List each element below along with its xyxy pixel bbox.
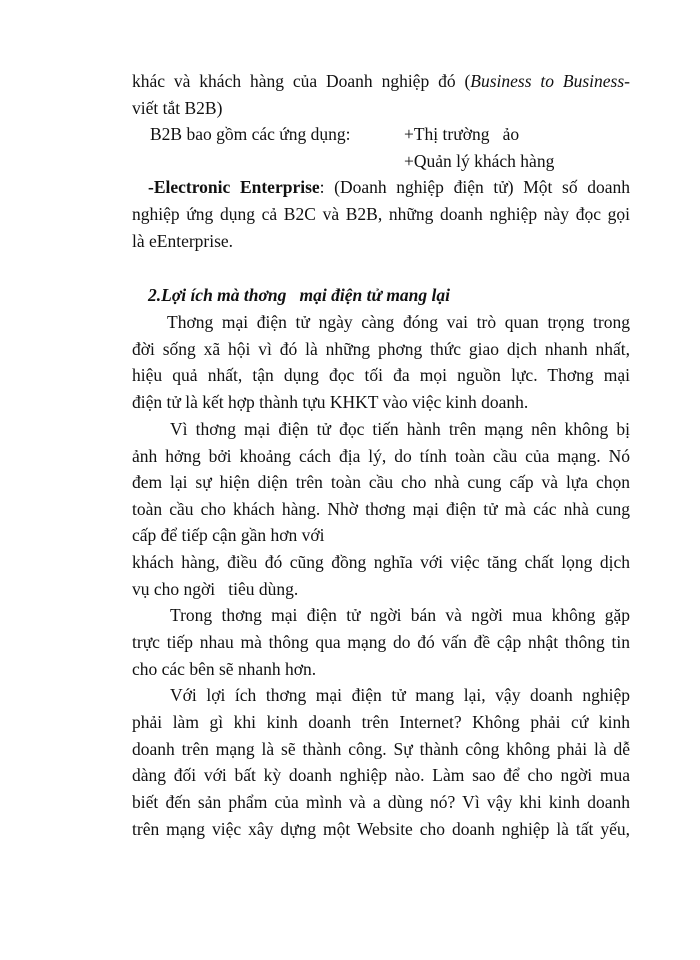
p3-line-2: trực tiếp nhau mà thông qua mạng do đó vấn đề cập nhật thông tin [132, 632, 630, 652]
p3-line-3: cho các bên sẽ nhanh hơn. [132, 659, 317, 679]
intro-line-1-end: - [624, 71, 630, 91]
intro-line-2: viết tắt B2B) [132, 98, 223, 118]
enterprise-term: -Electronic Enterprise [148, 177, 320, 197]
enterprise-line-3: là eEnterprise. [132, 231, 234, 251]
b2b-label: B2B bao gồm các ứng dụng: [150, 124, 351, 144]
p2-line-5: cấp để tiếp cận gần hơn với [132, 525, 325, 545]
p1-line-4: điện tử là kết hợp thành tựu KHKT vào việc kinh doanh. [132, 392, 529, 412]
enterprise-line-1 [148, 176, 630, 198]
p2-line-6: khách hàng, điều đó cũng đồng nghĩa với việc tăng chất lọng dịch [132, 552, 630, 572]
section-heading: 2.Lợi ích mà thơng mại điện tử mang lại [148, 285, 451, 305]
p4-line-4: dàng đối với bất kỳ doanh nghiệp nào. Làm sao để cho ngời mua [132, 765, 630, 785]
p2-line-2: ảnh hởng bởi khoảng cách địa lý, do tính toàn cầu của mạng. Nó [132, 446, 630, 466]
p4-line-3: doanh trên mạng là sẽ thành công. Sự thành công không phải là dễ [132, 739, 630, 759]
intro-line-1-text: khác và khách hàng của Doanh nghiệp đó ( [132, 71, 471, 91]
b2b-item-2: +Quản lý khách hàng [404, 151, 555, 171]
b2b-item-1: +Thị trường ảo [404, 124, 520, 144]
p4-line-1: Với lợi ích thơng mại điện tử mang lại, vậy doanh nghiệp [170, 685, 630, 705]
p2-line-3: đem lại sự hiện diện trên toàn cầu cho nhà cung cấp và lựa chọn [132, 472, 630, 492]
p2-line-7: vụ cho ngời tiêu dùng. [132, 579, 299, 599]
p4-line-2: phải làm gì khi kinh doanh trên Internet? Không phải cứ kinh [132, 712, 630, 732]
p1-line-3: hiệu quả nhất, tận dụng đọc tối đa mọi nguồn lực. Thơng mại [132, 365, 630, 385]
p2-line-1: Vì thơng mại điện tử đọc tiến hành trên mạng nên không bị [170, 419, 630, 439]
enterprise-line-2: nghiệp ứng dụng cả B2C và B2B, những doanh nghiệp này đọc gọi [132, 204, 630, 224]
intro-line-1 [132, 70, 630, 92]
intro-line-1-italic: Business to Business [470, 71, 625, 91]
p1-line-1: Thơng mại điện tử ngày càng đóng vai trò quan trọng trong [167, 312, 630, 332]
p4-line-5: biết đến sản phẩm của mình và a dùng nó? Vì vậy khi kinh doanh [132, 792, 630, 812]
p1-line-2: đời sống xã hội vì đó là những phơng thức giao dịch nhanh nhất, [132, 339, 630, 359]
enterprise-line-1-rest: : (Doanh nghiệp điện tử) Một số doanh [319, 177, 631, 197]
p4-line-6: trên mạng việc xây dựng một Website cho doanh nghiệp là tất yếu, [132, 819, 630, 839]
p2-line-4: toàn cầu cho khách hàng. Nhờ thơng mại điện tử mà các nhà cung [132, 499, 630, 519]
p3-line-1: Trong thơng mại điện tử ngời bán và ngời mua không gặp [170, 605, 630, 625]
